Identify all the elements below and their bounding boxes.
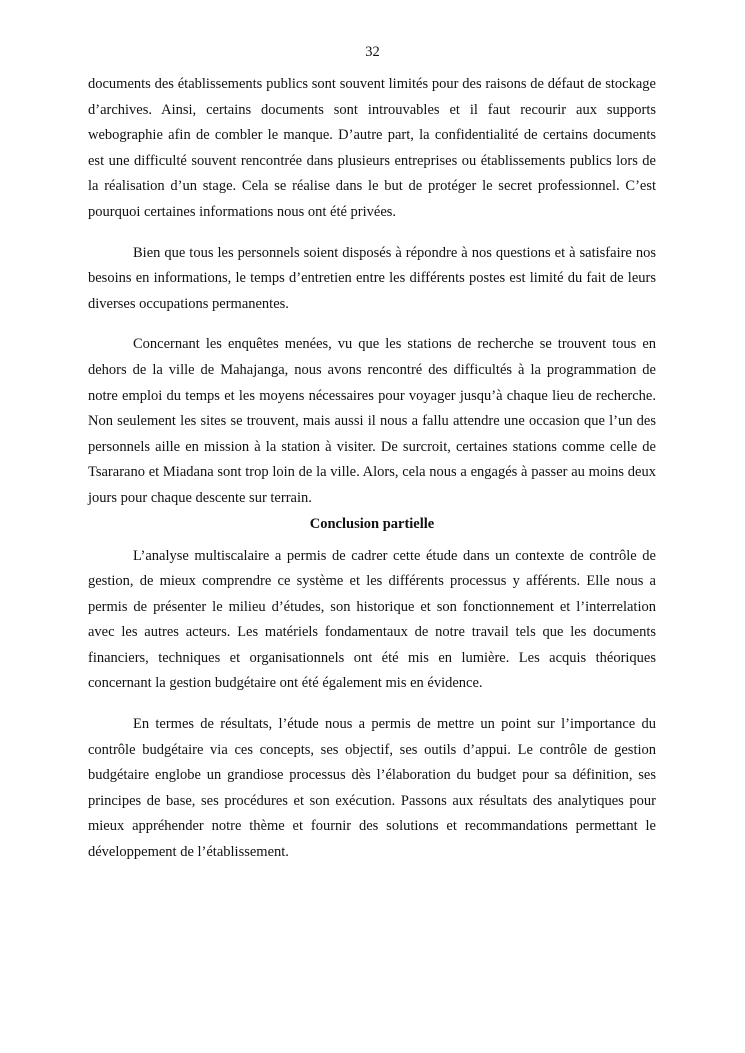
section-heading-conclusion: Conclusion partielle <box>309 515 435 532</box>
paragraph-enquetes: Concernant les enquêtes menées, vu que les stations de recherche se trouvent tous en dehors de la ville de Mahajanga, nous avons rencontré des difficultés à la programmation de notre emploi du temps et les moyens nécessaires pour voyager jusqu’à chaque lieu de recherche. Non seulement les sites se trouvent, mais aussi il nous a fallu attendre une occasion que l’un des personnels aille en mission à la station à visiter. De surcroit, certaines stations comme celle de Tsararano et Miadana sont trop loin de la ville. Alors, cela nous a engagés à passer au moins deux jours pour chaque descente sur terrain. <box>88 336 656 506</box>
paragraph-archives: documents des établissements publics sont souvent limités pour des raisons de défaut de stockage d’archives. Ainsi, certains documents sont introuvables et il faut recourir aux supports webographie afin de combler le manque. D’autre part, la confidentialité de certains documents est une difficulté souvent rencontrée dans plusieurs entreprises ou établissements publics lors de la réalisation d’un stage. Cela se réalise dans le but de protéger le secret professionnel. C’est pourquoi certaines informations nous ont été privées. <box>88 76 656 220</box>
paragraph-personnel: Bien que tous les personnels soient disposés à répondre à nos questions et à satisfaire nos besoins en informations, le temps d’entretien entre les différents postes est limité du fait de leurs diverses occupations permanentes. <box>88 244 656 312</box>
paragraph-conclusion-analyse: L’analyse multiscalaire a permis de cadrer cette étude dans un contexte de contrôle de gestion, de mieux comprendre ce système et les différents processus y afférents. Elle nous a permis de présenter le milieu d’études, son historique et son fonctionnement et l’interrelation avec les autres acteurs. Les matériels fondamentaux de notre travail tels que les documents financiers, techniques et organisationnels ont été mis en lumière. Les acquis théoriques concernant la gestion budgétaire ont été également mis en évidence. <box>88 547 656 692</box>
page-number: 32 <box>365 44 380 60</box>
body-text <box>88 72 656 866</box>
paragraph-conclusion-resultats: En termes de résultats, l’étude nous a permis de mettre un point sur l’importance du contrôle budgétaire via ces concepts, ses objectif, ses outils d’appui. Le contrôle de gestion budgétaire englobe un grandiose processus dès l’élaboration du budget pour sa définition, ses principes de base, ses procédures et son exécution. Passons aux résultats des analytiques pour mieux appréhender notre thème et fournir des solutions et recommandations permettant le développement de l’établissement. <box>88 716 656 861</box>
